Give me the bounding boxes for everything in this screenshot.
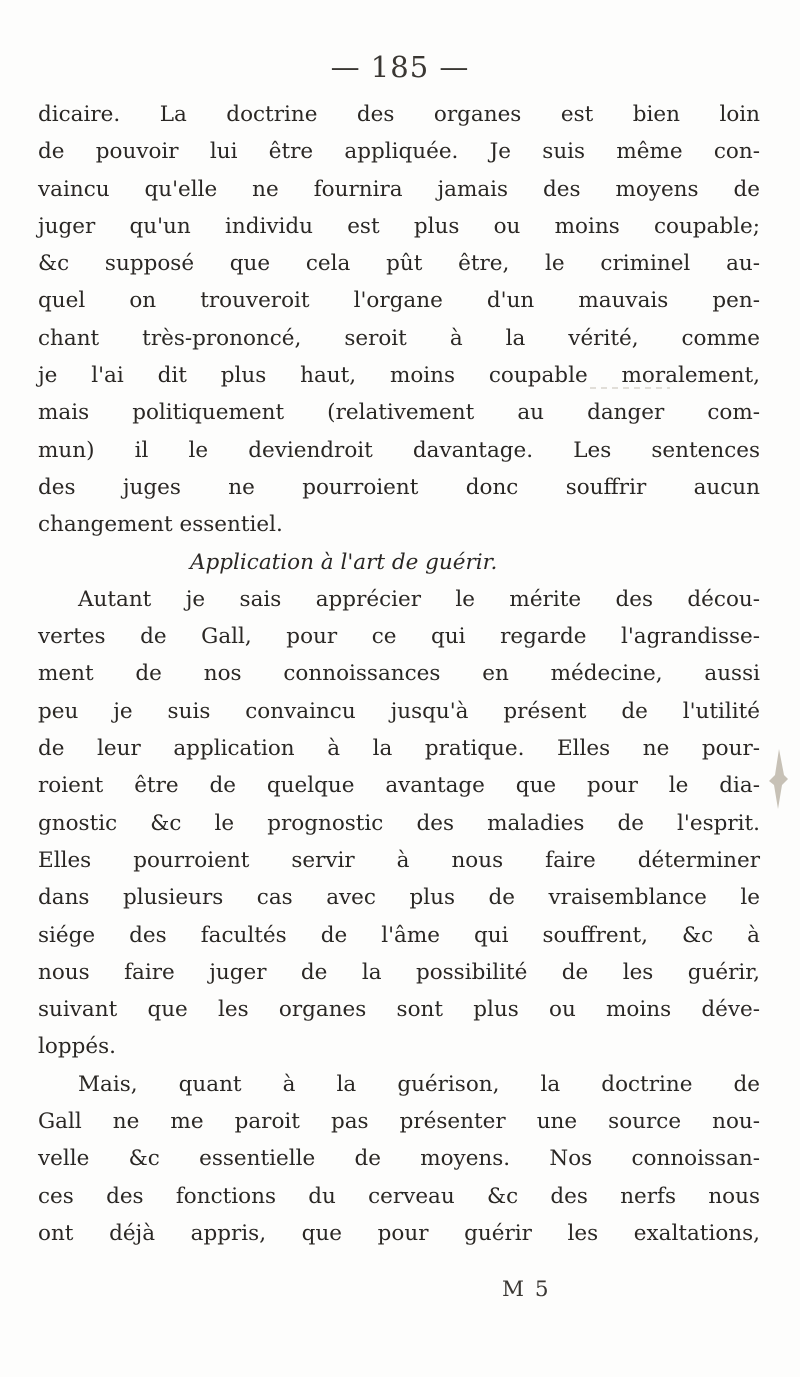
text-line: juger qu'un individu est plus ou moins coupable; [38, 213, 760, 239]
text-line: dans plusieurs cas avec plus de vraisemblance le [38, 885, 760, 911]
text-line: ment de nos connoissances en médecine, aussi [38, 661, 760, 687]
text-line: vertes de Gall, pour ce qui regarde l'agrandisse- [38, 624, 760, 650]
text-line: Mais, quant à la guérison, la doctrine de [78, 1071, 760, 1097]
text-line: ces des fonctions du cerveau &c des nerfs nous [38, 1183, 760, 1209]
faded-dash-mark-icon [590, 386, 670, 390]
text-line: de pouvoir lui être appliquée. Je suis même con- [38, 139, 760, 165]
text-line: mais politiquement (relativement au danger com- [38, 400, 760, 426]
paragraph-block-1 [38, 96, 760, 544]
text-line: chant très-prononcé, seroit à la vérité, comme [38, 325, 760, 351]
paragraph-block-2 [38, 581, 760, 1252]
text-line: vaincu qu'elle ne fournira jamais des moyens de [38, 176, 760, 202]
margin-pencil-mark-icon [766, 745, 792, 815]
text-line: mun) il le deviendroit davantage. Les sentences [38, 437, 760, 463]
text-line: des juges ne pourroient donc souffrir aucun [38, 474, 760, 500]
text-line: velle &c essentielle de moyens. Nos connoissan- [38, 1146, 760, 1172]
section-subheading: Application à l'art de guérir. [190, 549, 498, 575]
text-line: ont déjà appris, que pour guérir les exaltations, [38, 1220, 760, 1246]
text-line: quel on trouveroit l'organe d'un mauvais pen- [38, 288, 760, 314]
page-number-header: — 185 — [330, 50, 470, 84]
text-line: gnostic &c le prognostic des maladies de l'esprit. [38, 810, 760, 836]
body-text [38, 96, 760, 1252]
text-line: loppés. [38, 1034, 116, 1060]
text-line: Gall ne me paroit pas présenter une source nou- [38, 1109, 760, 1135]
text-line: nous faire juger de la possibilité de les guérir, [38, 959, 760, 985]
text-line: siége des facultés de l'âme qui souffrent, &c à [38, 922, 760, 948]
signature-mark: M 5 [502, 1277, 551, 1302]
text-line: Autant je sais apprécier le mérite des décou- [78, 586, 760, 612]
text-line: peu je suis convaincu jusqu'à présent de l'utilité [38, 698, 760, 724]
text-line: changement essentiel. [38, 512, 283, 538]
text-line: je l'ai dit plus haut, moins coupable moralement, [38, 363, 760, 389]
text-line: Elles pourroient servir à nous faire déterminer [38, 847, 760, 873]
text-line: de leur application à la pratique. Elles ne pour- [38, 736, 760, 762]
text-line: suivant que les organes sont plus ou moins déve- [38, 997, 760, 1023]
text-line: dicaire. La doctrine des organes est bien loin [38, 102, 760, 127]
text-line: roient être de quelque avantage que pour le dia- [38, 773, 760, 799]
text-line: &c supposé que cela pût être, le criminel au- [38, 251, 760, 277]
